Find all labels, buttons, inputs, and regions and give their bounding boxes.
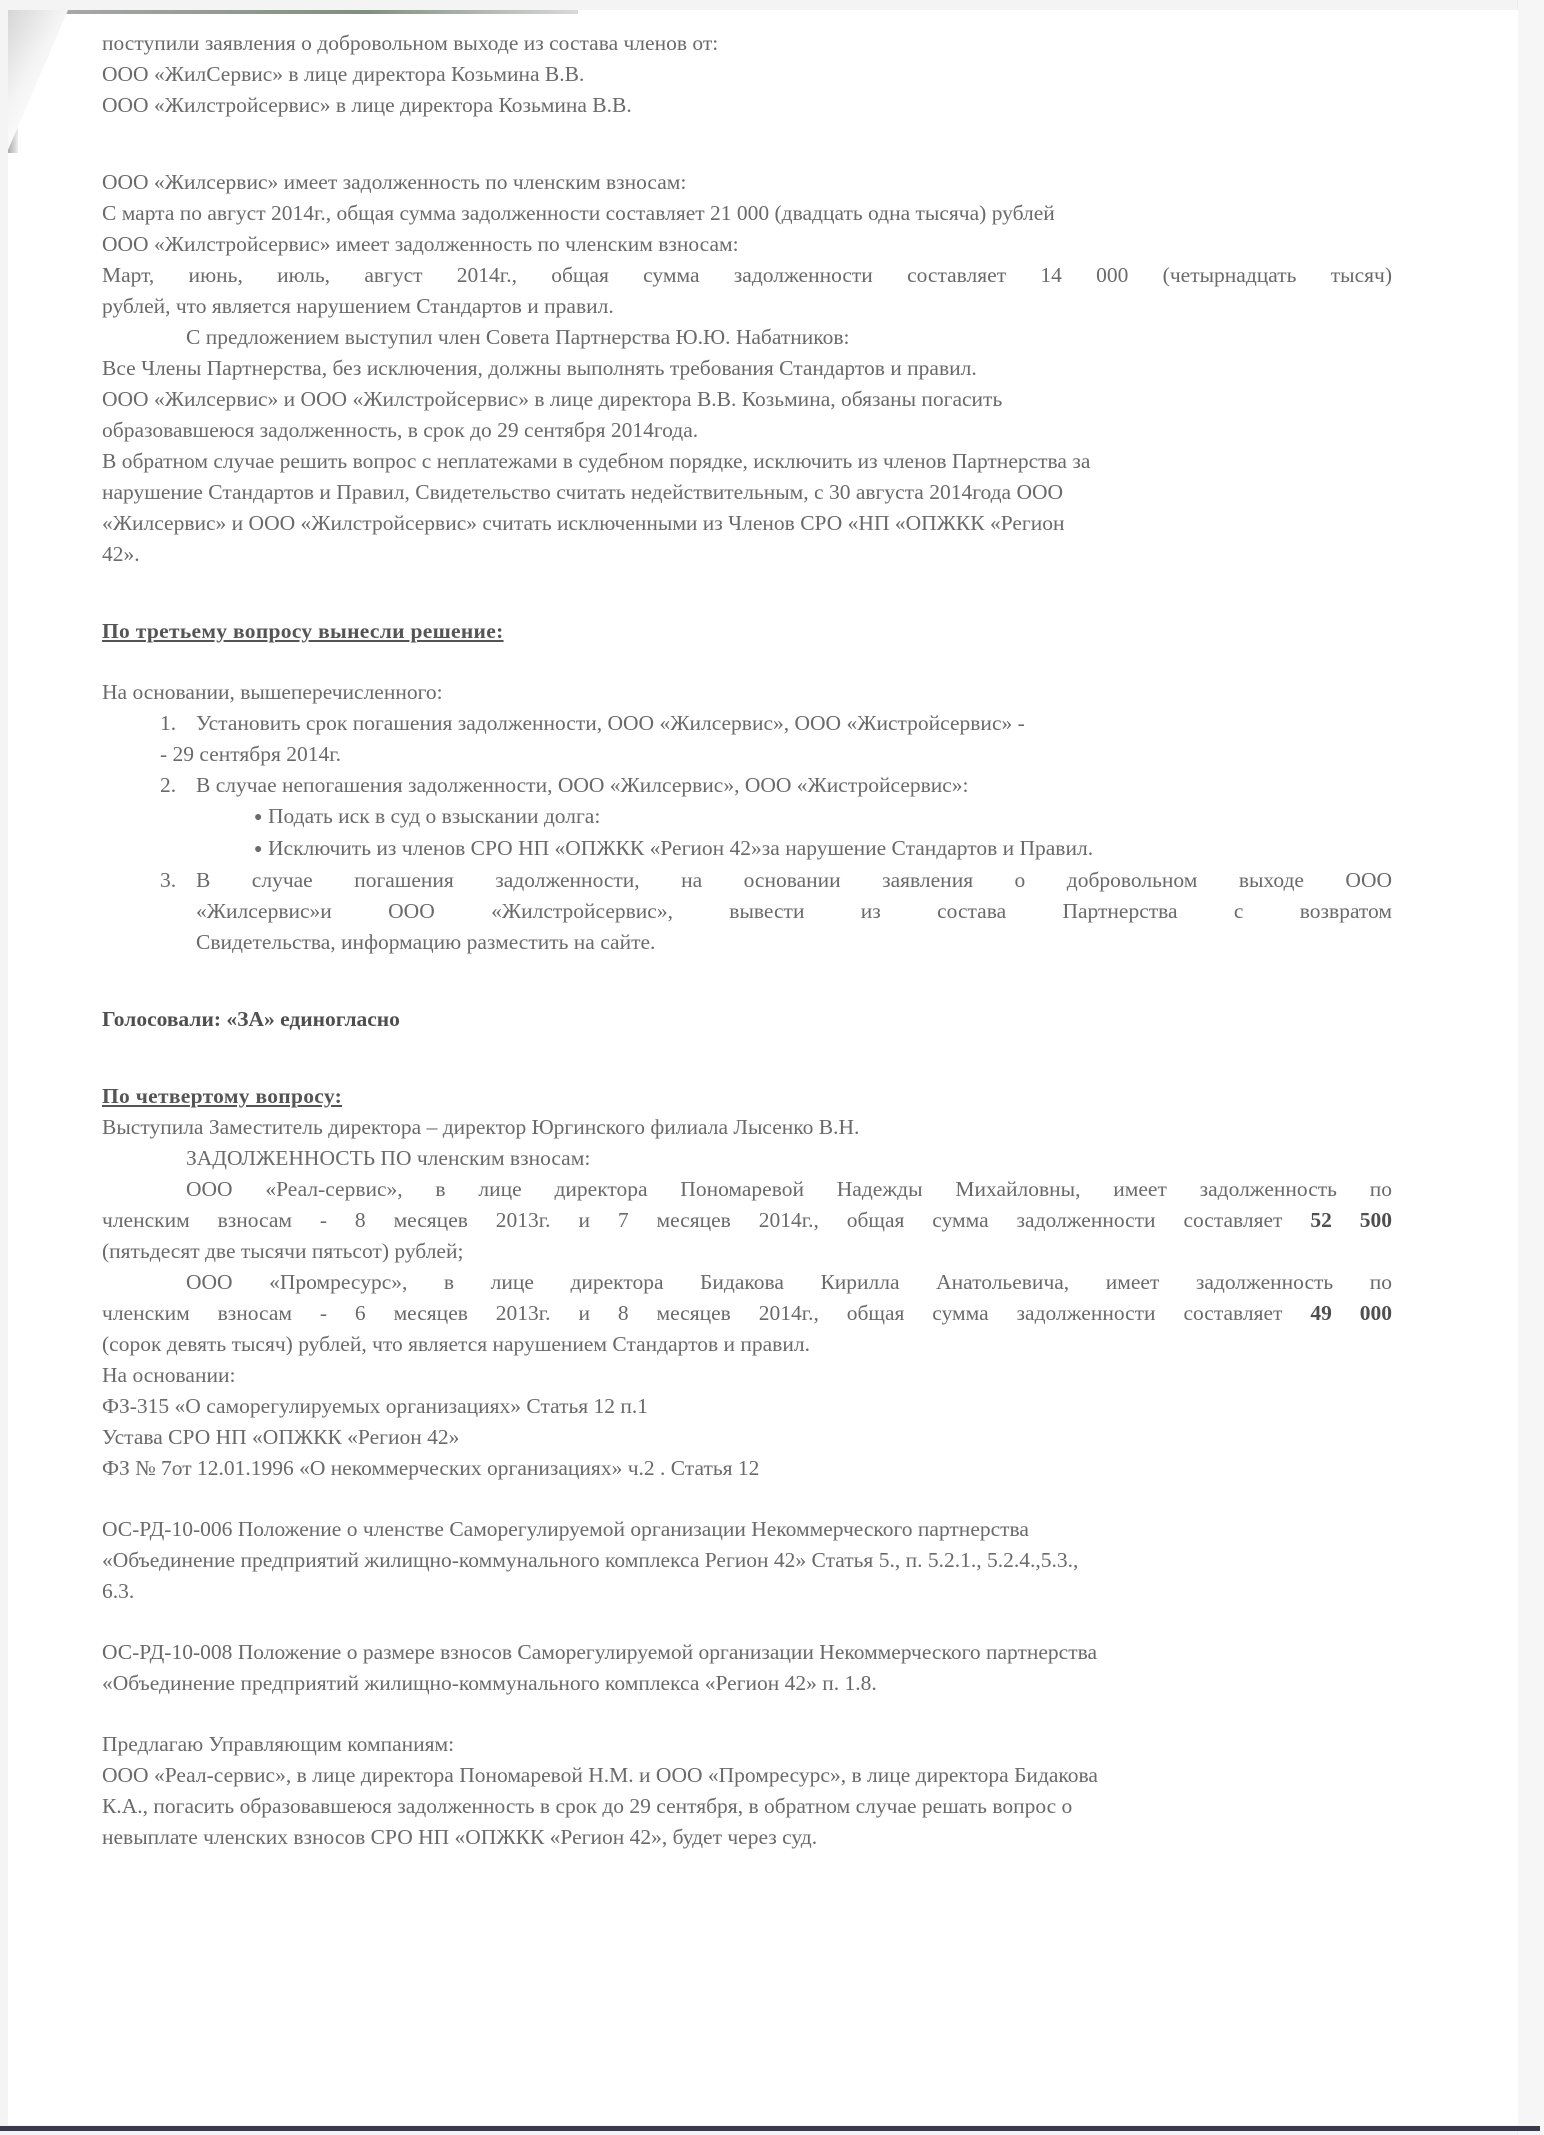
regulation-008: [102, 1637, 1392, 1699]
fourth-question-heading: По четвертому вопросу:: [102, 1084, 343, 1108]
item-text: Свидетельства, информацию разместить на сайте.: [196, 930, 656, 954]
fourth-question-section: [102, 1081, 1392, 1853]
debt-line: рублей, что является нарушением Стандартов и правил.: [102, 294, 614, 318]
regulation-line: 6.3.: [102, 1579, 135, 1603]
debtor-real-service: [102, 1174, 1392, 1267]
debt-amount: 52 500: [1310, 1208, 1393, 1232]
withdrawal-statements: [102, 28, 1392, 121]
proposal-line: ООО «Жилсервис» и ООО «Жилстройсервис» в лице директора В.В. Козьмина, обязаны погасить: [102, 387, 1003, 411]
debtor-line: членским взносам - 6 месяцев 2013г. и 8 месяцев 2014г., общая сумма задолженности составляет 49 000: [102, 1301, 1393, 1325]
final-proposal: [102, 1729, 1392, 1853]
basis-ref: ФЗ-315 «О саморегулируемых организациях» Статья 12 п.1: [102, 1394, 649, 1418]
debt-line: Март, июнь, июль, август 2014г., общая сумма задолженности составляет 14 000 (четырнадцать тысяч): [102, 263, 1392, 287]
regulation-line: ОС-РД-10-006 Положение о членстве Саморегулируемой организации Некоммерческого партнерства: [102, 1517, 1029, 1541]
document-body: [102, 28, 1392, 1853]
regulation-line: «Объединение предприятий жилищно-коммунального комплекса «Регион 42» п. 1.8.: [102, 1671, 877, 1695]
scan-bottom-edge: [0, 2126, 1540, 2131]
debts-block: [102, 167, 1392, 322]
bullet-text: Подать иск в суд о взыскании долга:: [268, 804, 601, 828]
regulation-006: [102, 1514, 1392, 1607]
decision-item-2: [102, 770, 1392, 801]
debts-subheading: ЗАДОЛЖЕННОСТЬ ПО членским взносам:: [186, 1146, 591, 1170]
fourth-speaker: Выступила Заместитель директора – директор Юргинского филиала Лысенко В.Н.: [102, 1115, 860, 1139]
proposal-line: К.А., погасить образовавшеюся задолженность в срок до 29 сентября, в обратном случае решать вопрос о: [102, 1794, 1073, 1818]
third-question-heading: По третьему вопросу вынесли решение:: [102, 619, 504, 643]
proposal-line: Все Члены Партнерства, без исключения, должны выполнять требования Стандартов и правил.: [102, 356, 977, 380]
folded-corner: [8, 10, 68, 150]
debt-line: ООО «Жилсервис» имеет задолженность по членским взносам:: [102, 170, 687, 194]
vote-result: Голосовали: «ЗА» единогласно: [102, 1007, 400, 1031]
proposal-label: Предлагаю Управляющим компаниям:: [102, 1732, 455, 1756]
bullet-text: Исключить из членов СРО НП «ОПЖКК «Регион 42»за нарушение Стандартов и Правил.: [268, 836, 1094, 860]
debt-line: ООО «Жилстройсервис» имеет задолженность по членским взносам:: [102, 232, 739, 256]
proposal-speaker: С предложением выступил член Совета Партнерства Ю.Ю. Набатников:: [186, 325, 850, 349]
basis-line: На основании, вышеперечисленного:: [102, 680, 443, 704]
debtor-line: ООО «Реал-сервис», в лице директора Пономаревой Надежды Михайловны, имеет задолженность по: [186, 1177, 1392, 1201]
basis-ref: ФЗ № 7от 12.01.1996 «О некоммерческих организациях» ч.2 . Статья 12: [102, 1456, 760, 1480]
bullet-icon: ●: [254, 842, 263, 857]
bullet-item: [102, 801, 1392, 833]
proposal-line: 42».: [102, 542, 140, 566]
debtor-line: (сорок девять тысяч) рублей, что является нарушением Стандартов и правил.: [102, 1332, 810, 1356]
third-question-section: [102, 616, 1392, 1035]
debtor-line: ООО «Промресурс», в лице директора Бидакова Кирилла Анатольевича, имеет задолженность по: [186, 1270, 1392, 1294]
debt-amount: 49 000: [1310, 1301, 1393, 1325]
item-text: «Жилсервис»и ООО «Жилстройсервис», вывести из состава Партнерства с возвратом: [196, 899, 1392, 923]
regulation-line: «Объединение предприятий жилищно-коммунального комплекса Регион 42» Статья 5., п. 5.2.1., 5.2.4.,5.3.,: [102, 1548, 1079, 1572]
debtor-line: членским взносам - 8 месяцев 2013г. и 7 месяцев 2014г., общая сумма задолженности составляет 52 500: [102, 1208, 1393, 1232]
decision-item-3: [102, 865, 1392, 958]
proposal-line: невыплате членских взносов СРО НП «ОПЖКК «Регион 42», будет через суд.: [102, 1825, 818, 1849]
regulation-line: ОС-РД-10-008 Положение о размере взносов Саморегулируемой организации Некоммерческого партнерства: [102, 1640, 1098, 1664]
proposal-line: образовавшеюся задолженность, в срок до 29 сентября 2014года.: [102, 418, 699, 442]
item-text: В случае непогашения задолженности, ООО «Жилсервис», ООО «Жистройсервис»:: [196, 773, 969, 797]
item-number: 1.: [160, 711, 177, 735]
proposal-line: нарушение Стандартов и Правил, Свидетельство считать недействительным, с 30 августа 2014года ООО: [102, 480, 1064, 504]
intro-line: ООО «Жилстройсервис» в лице директора Козьмина В.В.: [102, 93, 632, 117]
decision-item-1-continuation: - 29 сентября 2014г.: [160, 742, 341, 766]
basis-ref: Устава СРО НП «ОПЖКК «Регион 42»: [102, 1425, 460, 1449]
intro-line: ООО «ЖилСервис» в лице директора Козьмина В.В.: [102, 62, 585, 86]
scan-right-edge: [1517, 0, 1544, 2135]
bullet-icon: ●: [254, 810, 263, 825]
proposal-line: «Жилсервис» и ООО «Жилстройсервис» считать исключенными из Членов СРО «НП «ОПЖКК «Регион: [102, 511, 1065, 535]
debtor-line: (пятьдесят две тысячи пятьсот) рублей;: [102, 1239, 464, 1263]
item-number: 3.: [160, 868, 177, 892]
scan-top-edge: [48, 10, 578, 14]
proposal-line: ООО «Реал-сервис», в лице директора Пономаревой Н.М. и ООО «Промресурс», в лице директора Бидакова: [102, 1763, 1098, 1787]
intro-line: поступили заявления о добровольном выходе из состава членов от:: [102, 31, 719, 55]
item-number: 2.: [160, 773, 177, 797]
item-text: Установить срок погашения задолженности, ООО «Жилсервис», ООО «Жистройсервис» -: [196, 711, 1025, 735]
basis-label: На основании:: [102, 1363, 236, 1387]
debtor-promresurs: [102, 1267, 1392, 1360]
decision-item-1: [102, 708, 1392, 739]
proposal-block: [102, 322, 1392, 570]
bullet-item: [102, 833, 1392, 865]
proposal-line: В обратном случае решить вопрос с неплатежами в судебном порядке, исключить из членов Партнерства за: [102, 449, 1091, 473]
debt-line: С марта по август 2014г., общая сумма задолженности составляет 21 000 (двадцать одна тысяча) рублей: [102, 201, 1055, 225]
decision-list: [102, 708, 1392, 958]
item-text: В случае погашения задолженности, на основании заявления о добровольном выходе ООО: [196, 868, 1392, 892]
